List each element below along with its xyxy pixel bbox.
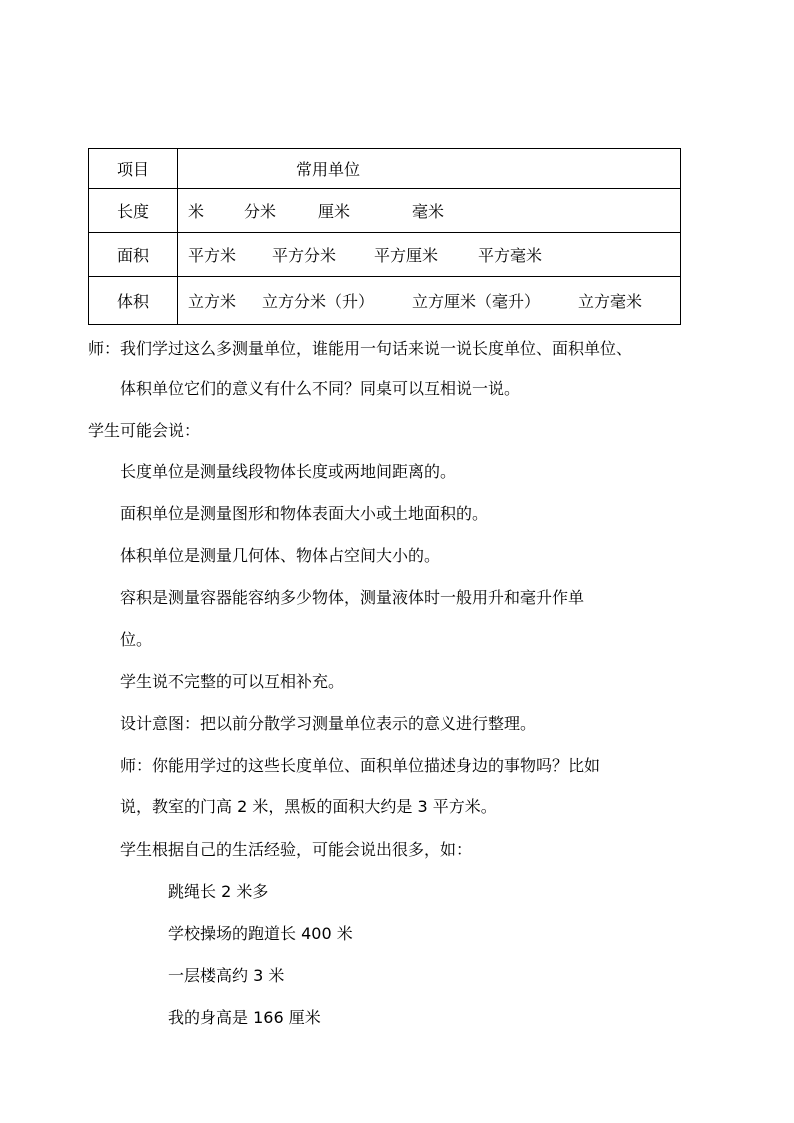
table-header-row: [89, 149, 681, 189]
table-header-label: 项目: [89, 149, 178, 189]
unit-cubic-millimeter: 立方毫米: [578, 292, 643, 311]
unit-square-meter: 平方米: [188, 246, 237, 265]
example-item: 学校操场的跑道长 400 米: [168, 924, 353, 943]
unit-decimeter: 分米: [244, 202, 277, 221]
students-intro: 学生可能会说：: [88, 421, 201, 440]
capacity-definition-line-1: 容积是测量容器能容纳多少物体，测量液体时一般用升和毫升作单: [120, 588, 585, 607]
measurement-units-table: [88, 148, 681, 325]
design-intent: 设计意图：把以前分散学习测量单位表示的意义进行整理。: [120, 714, 537, 733]
table-header-title: 常用单位: [296, 160, 361, 179]
volume-units-cell: [178, 277, 681, 325]
unit-square-centimeter: 平方厘米: [374, 246, 439, 265]
table-header-cell: [178, 149, 681, 189]
length-unit-definition: 长度单位是测量线段物体长度或两地间距离的。: [120, 462, 457, 481]
unit-millimeter: 毫米: [412, 202, 445, 221]
teacher-question-1-line-2: 体积单位它们的意义有什么不同？同桌可以互相说一说。: [120, 379, 521, 398]
example-item: 跳绳长 2 米多: [168, 882, 269, 901]
row-label-volume: 体积: [89, 277, 178, 325]
row-label-length: 长度: [89, 189, 178, 233]
table-row-length: [89, 189, 681, 233]
unit-cubic-meter: 立方米: [188, 292, 237, 311]
teacher-question-1-line-1: 师：我们学过这么多测量单位，谁能用一句话来说一说长度单位、面积单位、: [88, 339, 633, 358]
table-row-volume: [89, 277, 681, 325]
row-label-area: 面积: [89, 233, 178, 277]
area-units-cell: [178, 233, 681, 277]
teacher-question-2-line-1: 师：你能用学过的这些长度单位、面积单位描述身边的事物吗？比如: [120, 756, 601, 775]
example-item: 一层楼高约 3 米: [168, 966, 285, 985]
unit-centimeter: 厘米: [318, 202, 351, 221]
unit-cubic-decimeter: 立方分米（升）: [262, 292, 375, 311]
unit-cubic-centimeter: 立方厘米（毫升）: [412, 292, 541, 311]
teacher-question-2-line-2: 说，教室的门高 2 米，黑板的面积大约是 3 平方米。: [120, 797, 497, 816]
volume-unit-definition: 体积单位是测量几何体、物体占空间大小的。: [120, 546, 441, 565]
students-examples-intro: 学生根据自己的生活经验，可能会说出很多，如：: [120, 840, 473, 859]
length-units-cell: [178, 189, 681, 233]
supplement-note: 学生说不完整的可以互相补充。: [120, 672, 345, 691]
unit-square-decimeter: 平方分米: [272, 246, 337, 265]
unit-square-millimeter: 平方毫米: [478, 246, 543, 265]
example-item: 我的身高是 166 厘米: [168, 1008, 321, 1027]
unit-meter: 米: [188, 202, 205, 221]
table-row-area: [89, 233, 681, 277]
area-unit-definition: 面积单位是测量图形和物体表面大小或土地面积的。: [120, 504, 489, 523]
capacity-definition-line-2: 位。: [120, 630, 153, 649]
